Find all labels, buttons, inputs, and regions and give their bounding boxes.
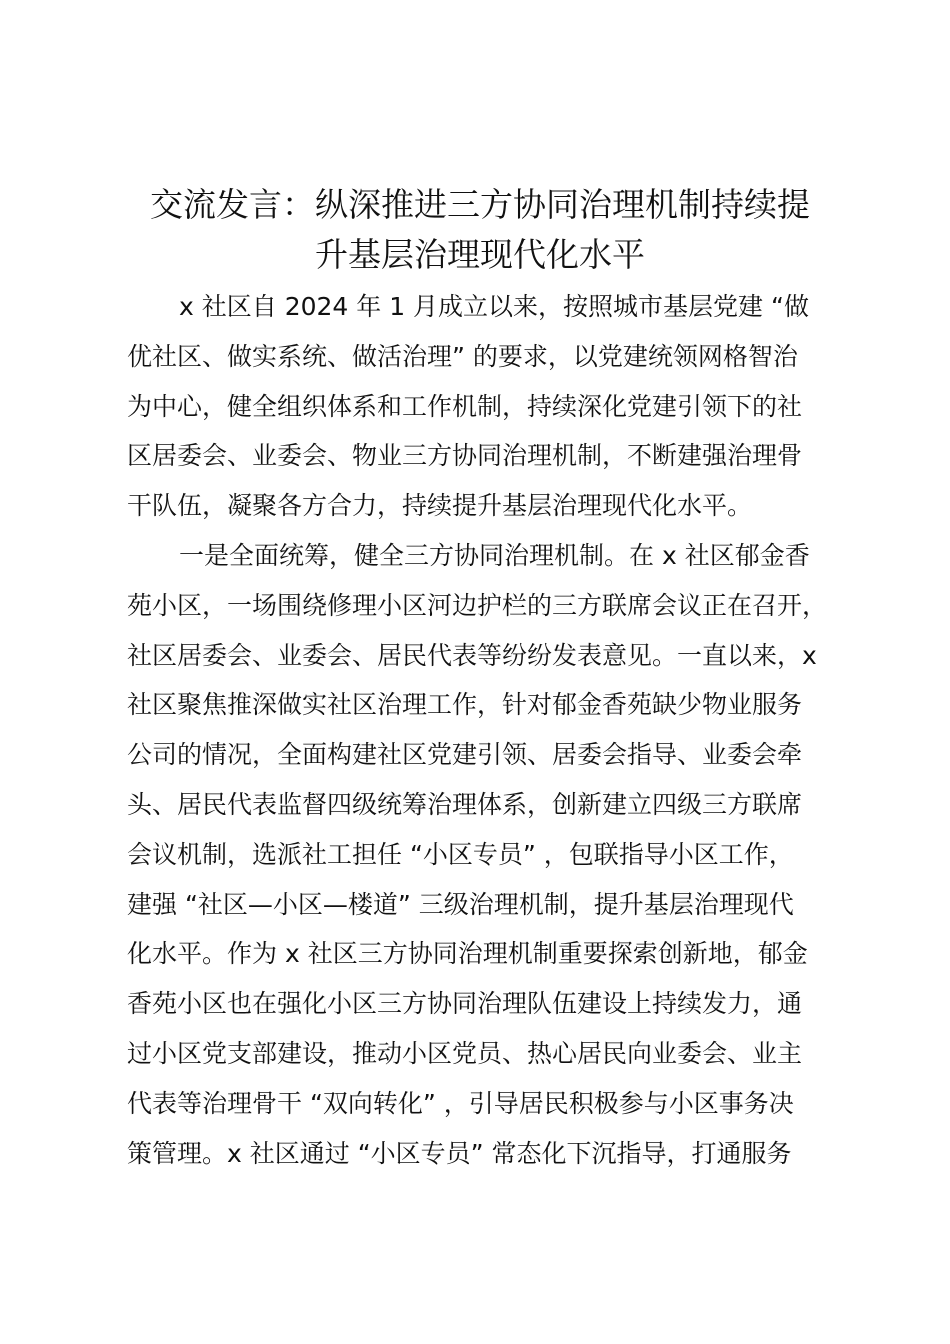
paragraph-1-line-1: x 社区自 2024 年 1 月成立以来，按照城市基层党建 “做: [179, 292, 809, 321]
paragraph-1-line-4: 区居委会、业委会、物业三方协同治理机制，不断建强治理骨: [127, 441, 803, 471]
paragraph-2-line-2: 苑小区，一场围绕修理小区河边护栏的三方联席会议正在召开，: [127, 590, 828, 620]
paragraph-2-line-6: 头、居民代表监督四级统筹治理体系，创新建立四级三方联席: [127, 789, 803, 819]
paragraph-2-line-11: 过小区党支部建设，推动小区党员、热心居民向业委会、业主: [127, 1038, 803, 1068]
paragraph-2-line-3: 社区居委会、业委会、居民代表等纷纷发表意见。一直以来，x: [127, 640, 817, 670]
title-line-2: 升基层治理现代化水平: [315, 235, 645, 274]
document-body: [127, 282, 847, 1178]
paragraph-1-line-3: 为中心，健全组织体系和工作机制，持续深化党建引领下的社: [127, 391, 803, 421]
paragraph-1-line-2: 优社区、做实系统、做活治理” 的要求，以党建统领网格智治: [127, 341, 798, 371]
document-title: [100, 180, 860, 280]
title-line-1: 交流发言：纵深推进三方协同治理机制持续提: [150, 185, 810, 224]
paragraph-2-line-5: 公司的情况，全面构建社区党建引领、居委会指导、业委会牵: [127, 740, 803, 770]
paragraph-2-line-7: 会议机制，选派社工担任 “小区专员” ，包联指导小区工作，: [127, 839, 794, 869]
paragraph-2-line-1: 一是全面统筹，健全三方协同治理机制。在 x 社区郁金香: [179, 540, 810, 570]
paragraph-2-line-4: 社区聚焦推深做实社区治理工作，针对郁金香苑缺少物业服务: [127, 690, 803, 720]
paragraph-2-line-10: 香苑小区也在强化小区三方协同治理队伍建设上持续发力，通: [127, 989, 803, 1019]
paragraph-2-line-13: 策管理。x 社区通过 “小区专员” 常态化下沉指导，打通服务: [127, 1138, 792, 1168]
paragraph-1-line-5: 干队伍，凝聚各方合力，持续提升基层治理现代化水平。: [127, 491, 753, 521]
paragraph-2-line-9: 化水平。作为 x 社区三方协同治理机制重要探索创新地，郁金: [127, 939, 808, 969]
paragraph-2-line-8: 建强 “社区—小区—楼道” 三级治理机制，提升基层治理现代: [127, 889, 794, 919]
paragraph-2-line-12: 代表等治理骨干 “双向转化” ，引导居民积极参与小区事务决: [127, 1088, 794, 1118]
